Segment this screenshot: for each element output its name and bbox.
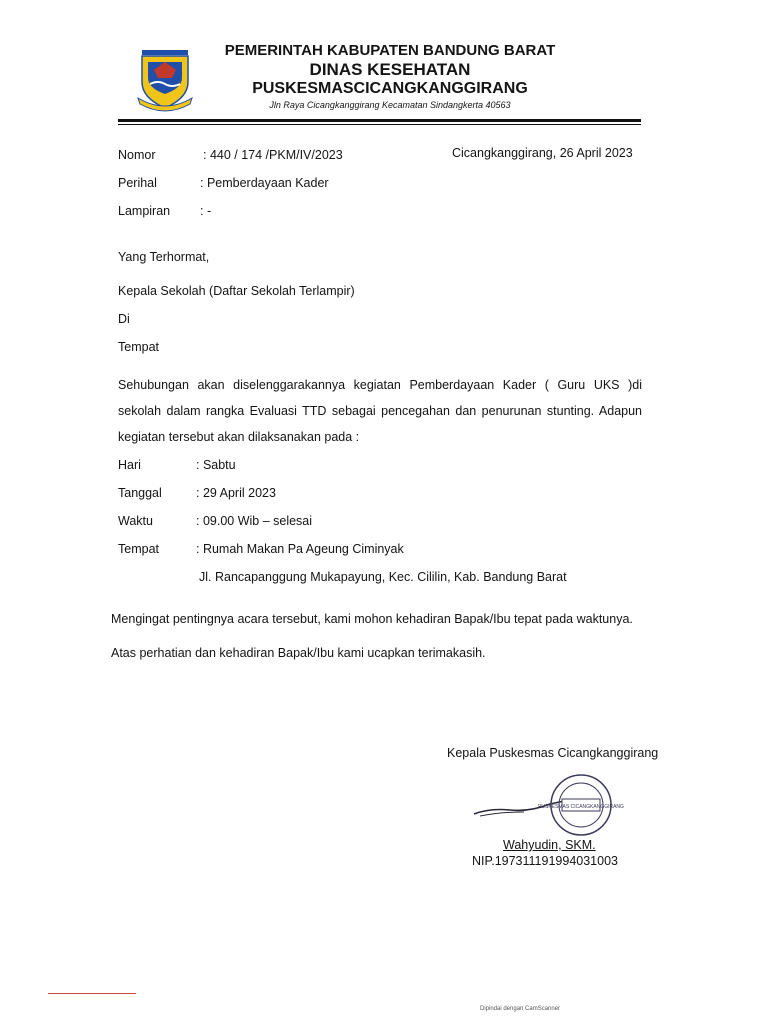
lampiran-label: Lampiran [118,204,171,218]
detail-value-waktu: : 09.00 Wib – selesai [196,514,313,528]
venue-address: Jl. Rancapanggung Mukapayung, Kec. Cililin, Kab. Bandung Barat [199,570,567,584]
letter-date: Cicangkanggirang, 26 April 2023 [452,146,633,160]
perihal-value: : Pemberdayaan Kader [200,176,329,190]
detail-value-tanggal: : 29 April 2023 [196,486,276,500]
detail-label-tempat: Tempat [118,542,159,556]
recipient-place: Tempat [118,340,159,354]
header-address: Jln Raya Cicangkanggirang Kecamatan Sindangkerta 40563 [269,100,511,110]
lampiran-value: : - [200,204,212,218]
header-rule-thick [118,119,641,122]
intro-paragraph: Sehubungan akan diselenggarakannya kegiatan Pemberdayaan Kader ( Guru UKS )di sekolah dalam rangka Evaluasi TTD sebagai pencegahan dan penurunan stunting. Adapun kegiatan tersebut akan dilaksanakan pada : [118,378,642,444]
closing-line-2: Atas perhatian dan kehadiran Bapak/Ibu kami ucapkan terimakasih. [111,646,486,660]
page-edge-mark [48,993,136,994]
detail-value-tempat: : Rumah Makan Pa Ageung Ciminyak [196,542,404,556]
signatory-name: Wahyudin, SKM. [503,838,596,852]
header-department: DINAS KESEHATAN [309,60,471,79]
signatory-nip: NIP.197311191994031003 [472,854,618,868]
detail-label-tanggal: Tanggal [118,486,162,500]
recipient-di: Di [118,312,130,326]
greeting: Yang Terhormat, [118,250,210,264]
detail-label-hari: Hari [118,458,141,472]
header-rule-thin [118,124,641,125]
scanner-watermark: Dipindai dengan CamScanner [480,1006,561,1012]
official-stamp-icon [538,772,624,838]
stamp-text: PUSKESMAS CICANGKANGGIRANG [538,804,624,810]
detail-value-hari: : Sabtu [196,458,236,472]
signatory-title: Kepala Puskesmas Cicangkanggirang [447,746,659,760]
header-government: PEMERINTAH KABUPATEN BANDUNG BARAT [224,42,556,59]
nomor-label: Nomor [118,148,156,162]
closing-line-1: Mengingat pentingnya acara tersebut, kami mohon kehadiran Bapak/Ibu tepat pada waktunya. [111,612,633,626]
perihal-label: Perihal [118,176,157,190]
nomor-value: : 440 / 174 /PKM/IV/2023 [203,148,343,162]
recipient: Kepala Sekolah (Daftar Sekolah Terlampir) [118,284,355,298]
header-puskesmas: PUSKESMASCICANGKANGGIRANG [252,80,528,97]
detail-label-waktu: Waktu [118,514,153,528]
